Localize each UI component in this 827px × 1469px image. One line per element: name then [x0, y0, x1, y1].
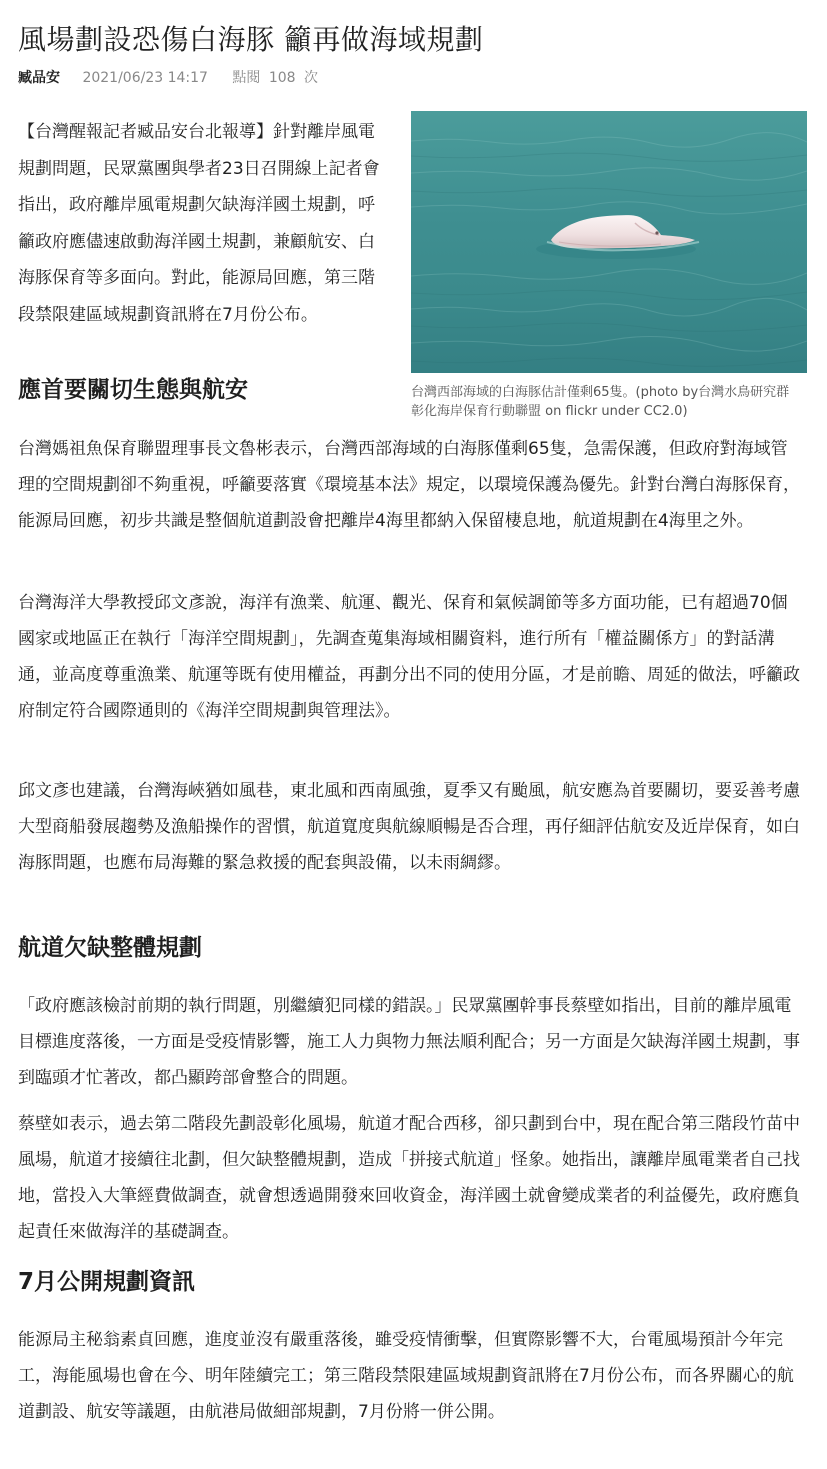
section-heading: 航道欠缺整體規劃 — [18, 935, 202, 961]
body-paragraph: 台灣媽祖魚保育聯盟理事長文魯彬表示，台灣西部海域的白海豚僅剩65隻，急需保護，但政府對海域管理的空間規劃卻不夠重視，呼籲要落實《環境基本法》規定，以環境保護為優先。針對台灣白海豚保育，能源局回應，初步共識是整個航道劃設會把離岸4海里都納入保留棲息地，航道規劃在4海里之外。 — [18, 439, 800, 531]
dolphin-photo[interactable] — [411, 111, 807, 373]
views-count: 108 — [268, 70, 296, 86]
section-heading: 應首要關切生態與航安 — [18, 377, 248, 403]
section-heading: 7月公開規劃資訊 — [18, 1269, 196, 1295]
article-title: 風場劃設恐傷白海豚 籲再做海域規劃 — [18, 23, 484, 56]
photo-caption: 台灣西部海域的白海豚估計僅剩65隻。(photo by台灣水鳥研究群 彰化海岸保育行動聯盟 on flickr under CC2.0) — [411, 385, 790, 419]
publish-date: 2021/06/23 14:17 — [82, 70, 208, 86]
article-meta — [18, 68, 318, 88]
author-name[interactable]: 臧品安 — [18, 70, 60, 86]
article-figure — [411, 111, 807, 421]
body-paragraph: 台灣海洋大學教授邱文彥說，海洋有漁業、航運、觀光、保育和氣候調節等多方面功能，已有超過70個國家或地區正在執行「海洋空間規劃」，先調查蒐集海域相關資料，進行所有「權益關係方」的對話溝通，並高度尊重漁業、航運等既有使用權益，再劃分出不同的使用分區，才是前瞻、周延的做法，呼籲政府制定符合國際通則的《海洋空間規劃與管理法》。 — [18, 593, 800, 721]
views-label: 點閱 — [232, 70, 261, 86]
body-paragraph: 能源局主秘翁素貞回應，進度並沒有嚴重落後，雖受疫情衝擊，但實際影響不大，台電風場預計今年完工，海能風場也會在今、明年陸續完工；第三階段禁限建區域規劃資訊將在7月份公布，而各界關心的航道劃設、航安等議題，由航港局做細部規劃，7月份將一併公開。 — [18, 1330, 794, 1422]
body-paragraph: 蔡壁如表示，過去第二階段先劃設彰化風場，航道才配合西移，卻只劃到台中，現在配合第三階段竹苗中風場，航道才接續往北劃，但欠缺整體規劃，造成「拼接式航道」怪象。她指出，讓離岸風電業者自己找地，當投入大筆經費做調查，就會想透過開發來回收資金，海洋國土就會變成業者的利益優先，政府應負起責任來做海洋的基礎調查。 — [18, 1114, 800, 1242]
body-paragraph: 「政府應該檢討前期的執行問題，別繼續犯同樣的錯誤。」民眾黨團幹事長蔡壁如指出，目前的離岸風電目標進度落後，一方面是受疫情影響，施工人力與物力無法順利配合；另一方面是欠缺海洋國土規劃，事到臨頭才忙著改，都凸顯跨部會整合的問題。 — [18, 996, 800, 1088]
views-unit: 次 — [304, 70, 319, 86]
dolphin-photo-illustration — [411, 111, 807, 373]
lead-paragraph: 【台灣醒報記者臧品安台北報導】針對離岸風電規劃問題，民眾黨團與學者23日召開線上記者會指出，政府離岸風電規劃欠缺海洋國土規劃，呼籲政府應儘速啟動海洋國土規劃，兼顧航安、白海豚保育等多面向。對此，能源局回應，第三階段禁限建區域規劃資訊將在7月份公布。 — [18, 122, 380, 325]
body-paragraph: 邱文彥也建議，台灣海峽猶如風巷，東北風和西南風強，夏季又有颱風，航安應為首要關切，要妥善考慮大型商船發展趨勢及漁船操作的習慣，航道寬度與航線順暢是否合理，再仔細評估航安及近岸保育，如白海豚問題，也應布局海難的緊急救援的配套與設備，以未雨綢繆。 — [18, 781, 800, 873]
